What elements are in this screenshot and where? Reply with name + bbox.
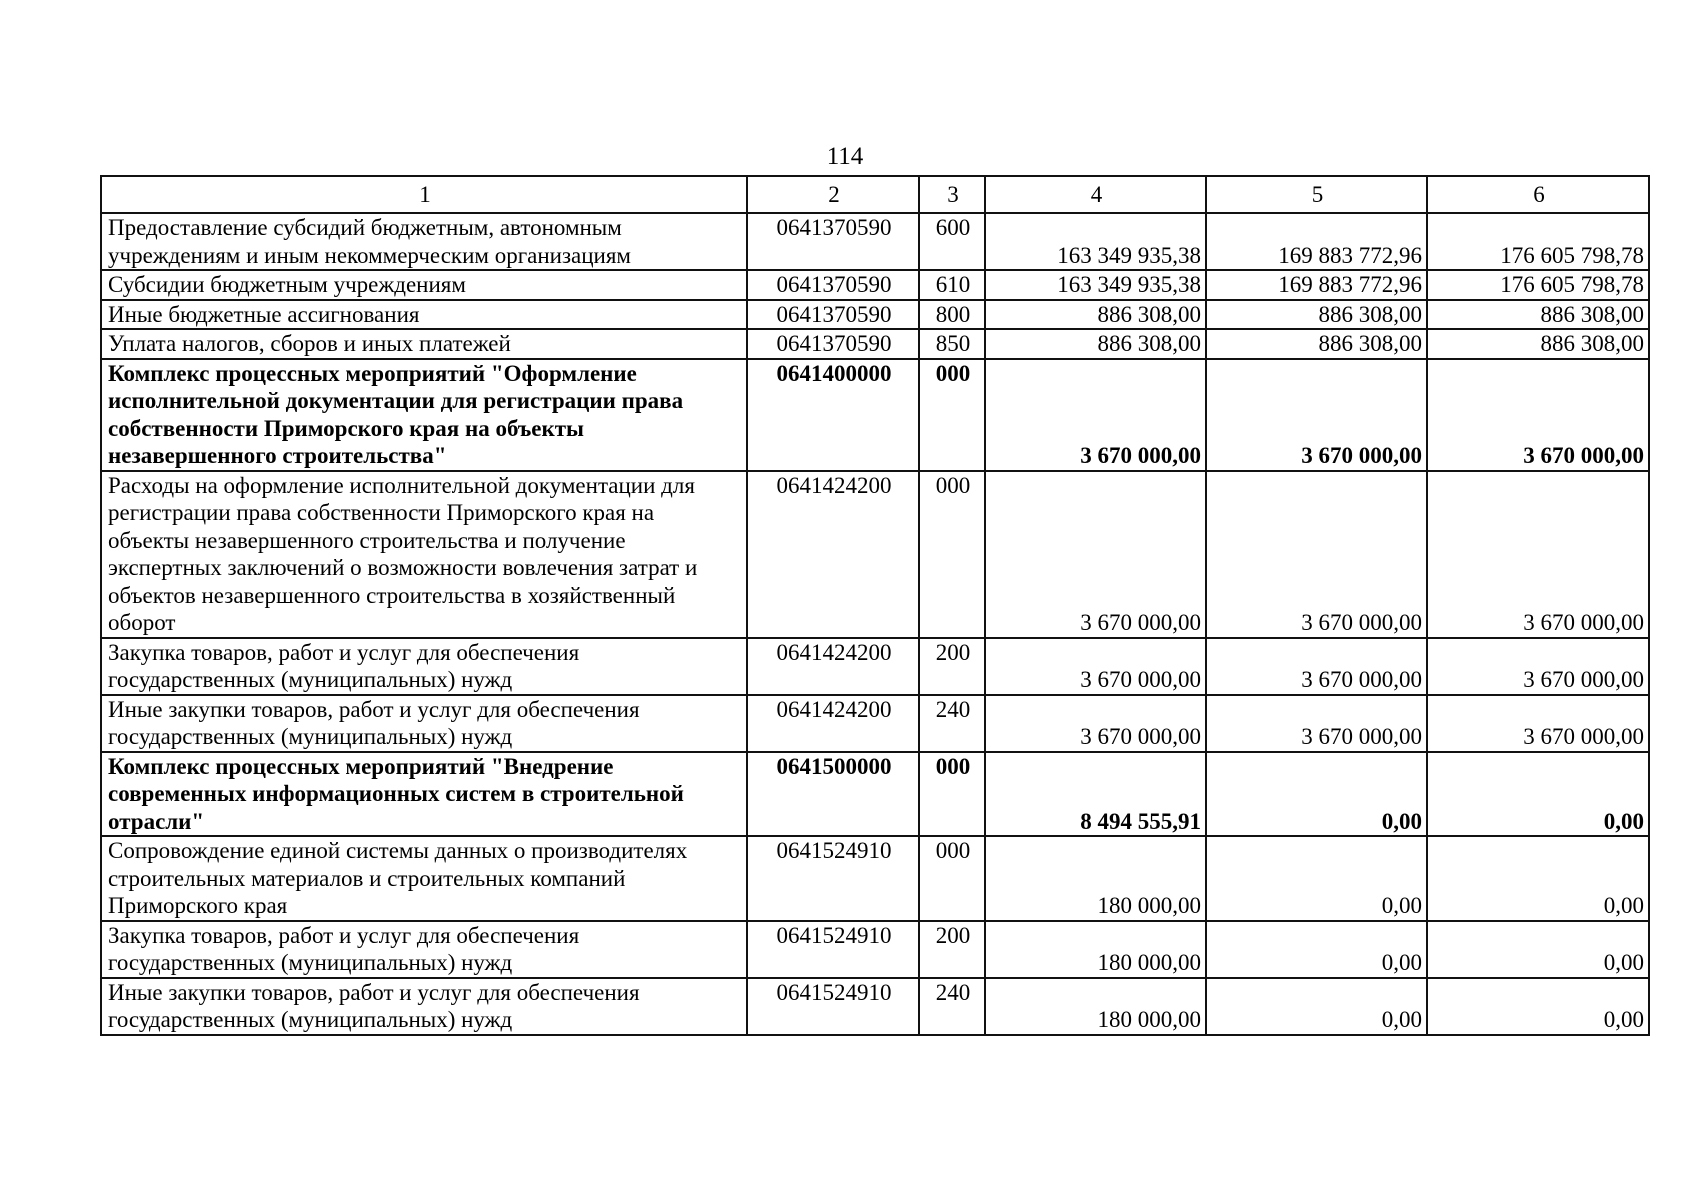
amount-col-4: 180 000,00 (985, 836, 1206, 921)
target-code: 0641370590 (747, 329, 919, 359)
amount-col-5: 169 883 772,96 (1206, 270, 1427, 300)
expense-type: 850 (919, 329, 985, 359)
amount-col-6: 886 308,00 (1427, 329, 1649, 359)
amount-col-6: 886 308,00 (1427, 300, 1649, 330)
amount-col-5: 3 670 000,00 (1206, 695, 1427, 752)
item-name: Иные закупки товаров, работ и услуг для обеспечения государственных (муниципальных) нужд (101, 695, 747, 752)
expense-type: 610 (919, 270, 985, 300)
table-row (101, 695, 1649, 752)
item-name: Закупка товаров, работ и услуг для обеспечения государственных (муниципальных) нужд (101, 638, 747, 695)
table-row (101, 300, 1649, 330)
item-name: Уплата налогов, сборов и иных платежей (101, 329, 747, 359)
amount-col-4: 3 670 000,00 (985, 359, 1206, 471)
target-code: 0641424200 (747, 638, 919, 695)
expense-type: 000 (919, 836, 985, 921)
item-name: Расходы на оформление исполнительной документации для регистрации права собственности Приморского края на объекты незавершенного строительства и получение экспертных заключений о возможности вовлечения затрат и объектов незавершенного строительства в хозяйственный оборот (101, 471, 747, 638)
header-cell-5: 5 (1206, 176, 1427, 213)
amount-col-4: 180 000,00 (985, 978, 1206, 1035)
expense-type: 000 (919, 752, 985, 837)
amount-col-4: 3 670 000,00 (985, 695, 1206, 752)
item-name: Иные бюджетные ассигнования (101, 300, 747, 330)
amount-col-4: 163 349 935,38 (985, 270, 1206, 300)
amount-col-5: 886 308,00 (1206, 329, 1427, 359)
amount-col-6: 176 605 798,78 (1427, 270, 1649, 300)
amount-col-4: 3 670 000,00 (985, 471, 1206, 638)
expense-type: 240 (919, 695, 985, 752)
item-name: Закупка товаров, работ и услуг для обеспечения государственных (муниципальных) нужд (101, 921, 747, 978)
amount-col-5: 0,00 (1206, 978, 1427, 1035)
table-row (101, 921, 1649, 978)
expense-type: 600 (919, 213, 985, 270)
table-row (101, 638, 1649, 695)
amount-col-4: 886 308,00 (985, 329, 1206, 359)
table-row (101, 836, 1649, 921)
amount-col-5: 3 670 000,00 (1206, 638, 1427, 695)
expense-type: 000 (919, 359, 985, 471)
amount-col-5: 0,00 (1206, 921, 1427, 978)
amount-col-5: 0,00 (1206, 752, 1427, 837)
expense-type: 200 (919, 921, 985, 978)
amount-col-4: 8 494 555,91 (985, 752, 1206, 837)
target-code: 0641524910 (747, 978, 919, 1035)
table-row (101, 359, 1649, 471)
target-code: 0641400000 (747, 359, 919, 471)
table-row (101, 752, 1649, 837)
target-code: 0641370590 (747, 300, 919, 330)
target-code: 0641424200 (747, 695, 919, 752)
target-code: 0641524910 (747, 836, 919, 921)
table-header-row (101, 176, 1649, 213)
amount-col-4: 886 308,00 (985, 300, 1206, 330)
target-code: 0641370590 (747, 270, 919, 300)
page-number: 114 (826, 143, 864, 170)
target-code: 0641500000 (747, 752, 919, 837)
amount-col-6: 3 670 000,00 (1427, 471, 1649, 638)
table-row (101, 213, 1649, 270)
expense-type: 200 (919, 638, 985, 695)
header-cell-6: 6 (1427, 176, 1649, 213)
budget-table (100, 175, 1650, 1036)
amount-col-4: 3 670 000,00 (985, 638, 1206, 695)
amount-col-5: 3 670 000,00 (1206, 471, 1427, 638)
item-name: Комплекс процессных мероприятий "Оформление исполнительной документации для регистрации права собственности Приморского края на объекты незавершенного строительства" (101, 359, 747, 471)
table-row (101, 329, 1649, 359)
header-cell-1: 1 (101, 176, 747, 213)
item-name: Предоставление субсидий бюджетным, автономным учреждениям и иным некоммерческим организациям (101, 213, 747, 270)
amount-col-6: 3 670 000,00 (1427, 359, 1649, 471)
header-cell-4: 4 (985, 176, 1206, 213)
header-cell-3: 3 (919, 176, 985, 213)
expense-type: 800 (919, 300, 985, 330)
amount-col-5: 3 670 000,00 (1206, 359, 1427, 471)
expense-type: 240 (919, 978, 985, 1035)
expense-type: 000 (919, 471, 985, 638)
item-name: Комплекс процессных мероприятий "Внедрение современных информационных систем в строительной отрасли" (101, 752, 747, 837)
table-row (101, 978, 1649, 1035)
item-name: Иные закупки товаров, работ и услуг для обеспечения государственных (муниципальных) нужд (101, 978, 747, 1035)
amount-col-4: 180 000,00 (985, 921, 1206, 978)
amount-col-5: 0,00 (1206, 836, 1427, 921)
target-code: 0641370590 (747, 213, 919, 270)
target-code: 0641524910 (747, 921, 919, 978)
amount-col-4: 163 349 935,38 (985, 213, 1206, 270)
amount-col-6: 0,00 (1427, 978, 1649, 1035)
table-row (101, 270, 1649, 300)
amount-col-6: 3 670 000,00 (1427, 638, 1649, 695)
header-cell-2: 2 (747, 176, 919, 213)
item-name: Субсидии бюджетным учреждениям (101, 270, 747, 300)
target-code: 0641424200 (747, 471, 919, 638)
amount-col-6: 176 605 798,78 (1427, 213, 1649, 270)
amount-col-6: 3 670 000,00 (1427, 695, 1649, 752)
item-name: Сопровождение единой системы данных о производителях строительных материалов и строительных компаний Приморского края (101, 836, 747, 921)
amount-col-6: 0,00 (1427, 752, 1649, 837)
amount-col-5: 169 883 772,96 (1206, 213, 1427, 270)
amount-col-6: 0,00 (1427, 836, 1649, 921)
table-row (101, 471, 1649, 638)
amount-col-6: 0,00 (1427, 921, 1649, 978)
amount-col-5: 886 308,00 (1206, 300, 1427, 330)
